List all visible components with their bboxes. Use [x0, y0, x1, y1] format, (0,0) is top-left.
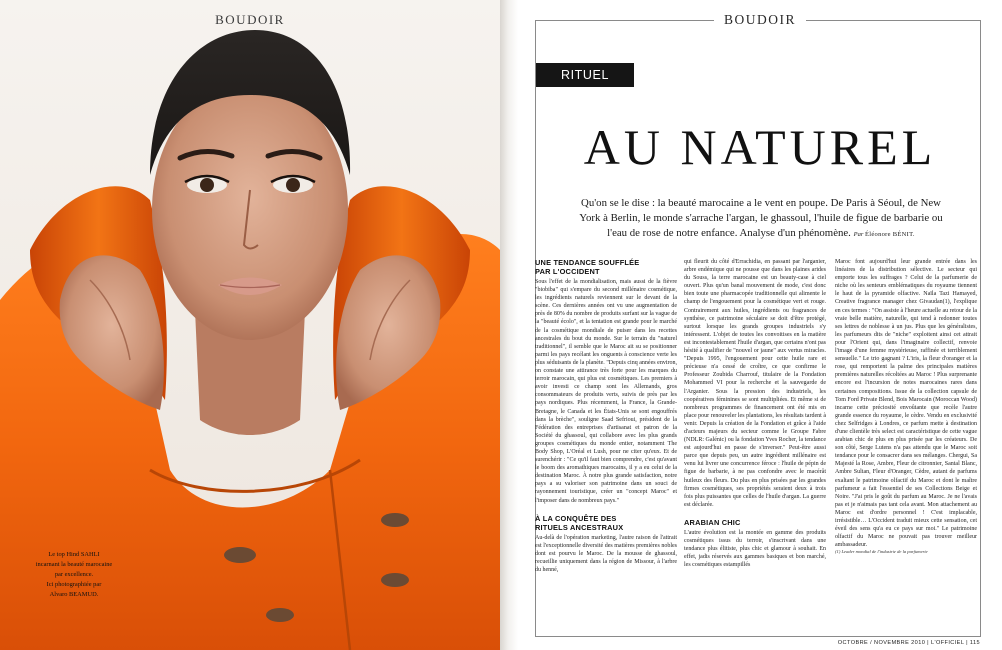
- subheading: [535, 258, 677, 276]
- body-paragraph: Maroc font aujourd'hui leur grande entrée dans les linéaires de la distribution sélective. Le secteur qui emporte tous les suffrages ? Celui de la parfumerie de niche où les senteurs emblématiques du royaume tiennent le haut de la pyramide olfactive. Naïla Tazi Hamayed, Creative fragrance manager chez Givaudan(1), l'explique en ces termes : "On assiste à l'heure actuelle au retour de la vraie belle matière, naturelle, qui tend à redonner toutes ses lettres de noblesse à un jus. Plus que les généralistes, les parfumeurs dits de "niche" exploitent ainsi cet attrait pour l'Orient qui, dans l'imaginaire collectif, renvoie l'image d'une femme mystérieuse, raffinée et terriblement sensuelle." Le trio gagnant ? L'iris, la fleur d'oranger et la rose, qui remportent la palme des principales matières premières naturelles récoltées au Maroc ! Plus surprenante encore est l'incursion de notes marocaines rares dans certaines compositions. Issue de la collection capsule de Tom Ford Private Blend, Bois Marocain (Moroccan Wood) incarne cette préciosité envoûtante que recèle l'autre grande essence du royaume, le cèdre. Vendu en exclusivité chez Selfridges à Londres, ce parfum mette à destination d'une clientèle très select est caractéristique de cette vague arabian chic de plus en plus prisée par les créateurs. De son côté, Serge Lutens n'a pas attendu que le Maroc soit tendance pour le consacrer dans ses mélanges. Chergui, Sa Majesté la Rose, Ambre, Fleur de citronnier, Santal Blanc, Ambre Sultan, Fleur d'Oranger, Cèdre, autant de parfums exaltant le patrimoine olfactif du Maroc et dont le maître parfumeur a fait l'essentiel de ses Collections Beige et Noire. "J'ai pris le goût du parfum au Maroc. Je ne l'avais pas et je n'aimais pas tant cela avant. Mon attachement au Maroc est d'ordre personnel ! C'est implacable, irrésistible… L'Occident traduit mieux cette sensation, cet éveil des sens qu'a eu ce pays sur moi." Le patrimoine olfactif du Maroc ne pouvait pas trouver meilleur ambassadeur.: [835, 259, 977, 549]
- article-intro: [576, 196, 946, 242]
- byline: [854, 231, 915, 238]
- subheading-line: RITUELS ANCESTRAUX: [535, 522, 624, 532]
- caption-line: par excellence.: [54, 571, 94, 578]
- intro-text: Qu'on se le dise : la beauté marocaine a le vent en poupe. De Paris à Séoul, de New York à Berlin, le monde s'arrache l'argan, le ghassoul, l'huile de figue de barbarie ou l'eau de rose de notre enfance. Analyse d'un phénomène.: [579, 197, 943, 239]
- caption-line: Le top Hind SAHLI: [48, 551, 100, 558]
- section-header-left: BOUDOIR: [215, 12, 285, 27]
- article-page: [518, 0, 1002, 650]
- subheading: ARABIAN CHIC: [684, 517, 741, 527]
- subheading-line: UNE TENDANCE SOUFFLÉE: [535, 258, 640, 267]
- byline-author: Éléonore BÉNIT.: [864, 230, 915, 238]
- photo-caption: [28, 550, 120, 600]
- body-paragraph: Au-delà de l'opération marketing, l'autre raison de l'attrait est l'exceptionnelle diversité des matières premières nobles dont est pourvu le Maroc. De la mousse de ghassoul, recueillie uniquement dans la région de Missour, à l'arbre du henné,: [535, 534, 677, 573]
- caption-line: Ici photographiée par: [46, 581, 102, 588]
- section-header-label: BOUDOIR: [714, 12, 806, 28]
- byline-prefix: Par: [853, 230, 864, 238]
- subheading: [535, 514, 677, 532]
- rubric-label: RITUEL BEAUTÉ: [536, 63, 634, 87]
- text-column-1: [535, 258, 677, 628]
- caption-line: Alvaro BEAMUD.: [49, 591, 99, 598]
- caption-line: incarnant la beauté marocaine: [35, 561, 113, 568]
- body-paragraph: L'autre évolution est la montée en gamme des produits cosmétiques issus du terroir, s'inscrivant dans une tendance plus élitiste, plus chic et glamour à souhait. En effet, jadis réservés aux gammes basiques et bon marché, les cosmétiques estampillés: [684, 529, 826, 569]
- page-gutter: [500, 0, 518, 650]
- photo-page: [0, 0, 500, 650]
- body-paragraph: qui fleurit du côté d'Errachidia, en passant par l'arganier, arbre endémique qui ne pousse que dans les plaines arides du Souss, la terre marocaine est un beauty-case à ciel ouvert. Plus qu'un banal mouvement de mode, c'est donc bien toute une pharmacopée traditionnelle qui alimente le champ de l'engouement pour la cosmétique vert et rouge. Contrairement aux huiles, ingrédients ou fragrances de synthèse, ce patrimoine séculaire se doit d'être protégé, surtout lorsque les grands groupes industriels s'y intéressent. L'objet de toutes les convoitises en la matière est incontestablement l'huile d'argan, que certains n'ont pas hésité à qualifier de "nouvel or jaune" aux vertus miracles. "Depuis 1995, l'engouement pour cette huile rare et précieuse n'a cessé de croître, ce que confirme le Professeur Zoubida Charrouf, titulaire de la Fondation Mohammed VI pour la recherche et la sauvegarde de l'Arganier. Sous la pression des industriels, les coopératives féminines se sont multipliées. Et même si de nombreux programmes de financement ont été mis en place pour renouveler les plantations, les résultats tardent à venir. Depuis la création de la Fondation et grâce à l'aide d'acteurs majeurs du secteur comme le Groupe Fabre (NDLR: Galénic) ou la fondation Yves Rocher, la tendance est aujourd'hui en passe de s'inverser." Peut-être aussi parce que depuis peu, un autre ingrédient millénaire est venu lui livrer une concurrence féroce : l'huile de pépin de figue de barbarie, à ne pas confondre avec le macérât huileux des fleurs. Du plus en plus prisées par les grandes firmes cosmétiques, ses propriétés seraient deux à trois fois plus puissantes que celles de l'huile d'argan. La guerre est déclarée.: [684, 259, 826, 508]
- text-column-2: [684, 258, 826, 628]
- subheading-line: PAR L'OCCIDENT: [535, 267, 600, 276]
- section-header-right: [518, 12, 1002, 28]
- page-folio: OCTOBRE / NOVEMBRE 2010 | L'OFFICIEL | 115: [837, 640, 980, 646]
- subheading-line: À LA CONQUÊTE DES: [535, 513, 617, 523]
- footnote: (1) Leader mondial de l'industrie de la parfumerie: [835, 549, 928, 555]
- text-column-3: [835, 258, 977, 618]
- article-title: AU NATUREL: [583, 119, 937, 175]
- body-paragraph: Sous l'effet de la mondialisation, mais aussi de la fièvre "biobiba" qui s'empare du second millénaire cosmétique, les ingrédients naturels reviennent sur le devant de la scène. Ces dernières années ont vu une augmentation de près de 80% du nombre de produits surfant sur la vague de la "beauté écolo", et la tentation est grande pour le marché de la cosmétique mondiale de puiser dans les recettes ancestrales du bout du monde. Sur le terrain du "naturel traditionnel", il semble que le Maroc ait su se positionner parmi les pays recélant les onguents à conscience verte les plus séduisants de la planète. "Depuis cinq années environ, on constate une attirance très forte pour les marques du terroir marocain, qui plus est cosmétiques. Les premiers à avoir investi ce champ sont les Allemands, gros consommateurs de produits verts, suivis de près par les pays nordiques. Plus récemment, la France, la Grande-Bretagne, le Canada et les États-Unis se sont engouffrés dans la brèche", souligne Saad Sefrioui, président de la Fédération des entreprises d'artisanat et patron de la Société du ghassoul, qui collabore avec les plus grands groupes cosmétiques du monde entier, notamment The Body Shop, L'Oréal et Lush, pour ne citer qu'eux. Et de surenchérir : "Ce qu'il faut bien comprendre, c'est qu'avant le boom des aromathiques marocains, il y a eu celui de la destination Maroc. À notre plus grande satisfaction, notre pays a su valoriser son patrimoine dans un souci de rayonnement touristique, créer un "concept Maroc" et l'imposer dans de nombreux pays.": [535, 279, 677, 504]
